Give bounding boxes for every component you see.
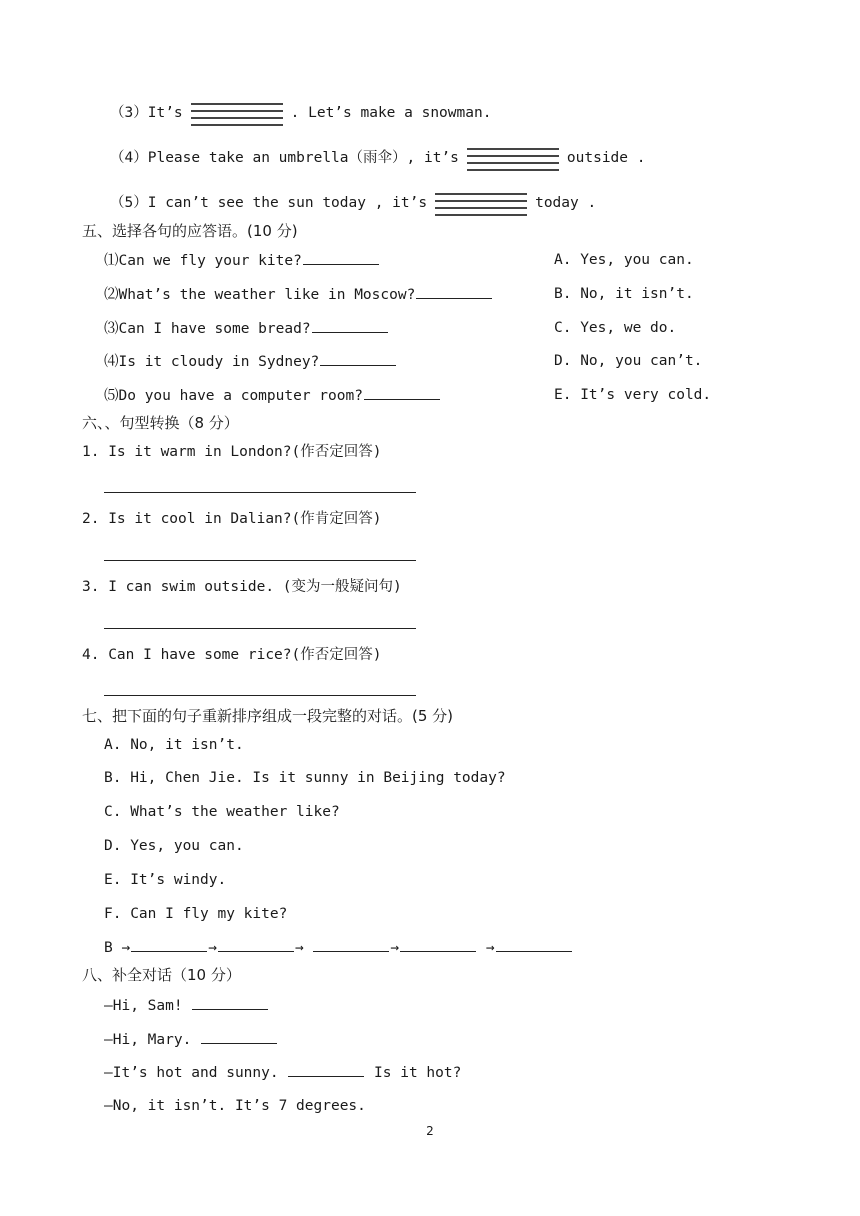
dialogue-line-2: —Hi, Mary. (104, 1029, 278, 1050)
dialogue-item-f: F. Can I fly my kite? (104, 906, 288, 922)
answer-option-b: B. No, it isn’t. (554, 286, 694, 302)
section6-title: 六、、句型转换（8 分） (82, 414, 239, 432)
section5-title: 五、选择各句的应答语。(10 分) (82, 222, 298, 240)
question-4: ⑷Is it cloudy in Sydney? (104, 351, 397, 372)
dialogue-line-1: —Hi, Sam! (104, 995, 269, 1016)
dialogue-line-3: —It’s hot and sunny. Is it hot? (104, 1062, 461, 1083)
answer-line[interactable] (104, 492, 416, 493)
order-blank[interactable] (313, 937, 389, 952)
dialogue-item-b: B. Hi, Chen Jie. Is it sunny in Beijing today? (104, 770, 506, 786)
answer-option-a: A. Yes, you can. (554, 252, 694, 268)
answer-blank[interactable] (416, 284, 492, 299)
answer-blank[interactable] (288, 1062, 364, 1077)
transform-item-1: 1. Is it warm in London?(作否定回答) (82, 444, 382, 460)
arrow-icon: → (294, 940, 304, 956)
transform-item-2: 2. Is it cool in Dalian?(作肯定回答) (82, 511, 382, 527)
fill-in-3: （3）It’s . Let’s make a snowman. (110, 98, 491, 128)
question-1: ⑴Can we fly your kite? (104, 250, 380, 271)
question-5: ⑸Do you have a computer room? (104, 385, 441, 406)
answer-blank[interactable] (303, 250, 379, 265)
arrow-icon: → (208, 940, 217, 956)
transform-item-3: 3. I can swim outside. (变为一般疑问句) (82, 579, 402, 595)
order-blank[interactable] (218, 937, 294, 952)
arrow-icon: → (121, 940, 131, 956)
answer-blank[interactable] (192, 995, 268, 1010)
order-blank[interactable] (400, 937, 476, 952)
answer-blank[interactable] (364, 385, 440, 400)
fill-in-4: （4）Please take an umbrella（雨伞）, it’s outside . (110, 143, 645, 173)
section7-title: 七、把下面的句子重新排序组成一段完整的对话。(5 分) (82, 707, 454, 725)
answer-line[interactable] (104, 628, 416, 629)
answer-option-e: E. It’s very cold. (554, 387, 712, 403)
dialogue-item-a: A. No, it isn’t. (104, 737, 244, 753)
question-2: ⑵What’s the weather like in Moscow? (104, 284, 493, 305)
answer-box[interactable] (191, 98, 283, 128)
answer-option-c: C. Yes, we do. (554, 320, 677, 336)
answer-blank[interactable] (312, 318, 388, 333)
dialogue-item-e: E. It’s windy. (104, 872, 227, 888)
arrow-icon: → (390, 940, 400, 956)
transform-item-4: 4. Can I have some rice?(作否定回答) (82, 647, 382, 663)
order-blank[interactable] (496, 937, 572, 952)
answer-line[interactable] (104, 695, 416, 696)
order-blank[interactable] (131, 937, 207, 952)
answer-box[interactable] (467, 143, 559, 173)
dialogue-item-d: D. Yes, you can. (104, 838, 244, 854)
order-sequence: B → → → → → (104, 937, 573, 958)
dialogue-line-4: —No, it isn’t. It’s 7 degrees. (104, 1098, 366, 1114)
question-3: ⑶Can I have some bread? (104, 318, 389, 339)
answer-option-d: D. No, you can’t. (554, 353, 703, 369)
dialogue-item-c: C. What’s the weather like? (104, 804, 340, 820)
page-number: 2 (426, 1124, 434, 1138)
section8-title: 八、补全对话（10 分） (82, 966, 241, 984)
answer-blank[interactable] (201, 1029, 277, 1044)
answer-line[interactable] (104, 560, 416, 561)
answer-blank[interactable] (320, 351, 396, 366)
answer-box[interactable] (435, 188, 527, 218)
fill-in-5: （5）I can’t see the sun today , it’s today . (110, 188, 596, 218)
arrow-icon: → (485, 940, 495, 956)
